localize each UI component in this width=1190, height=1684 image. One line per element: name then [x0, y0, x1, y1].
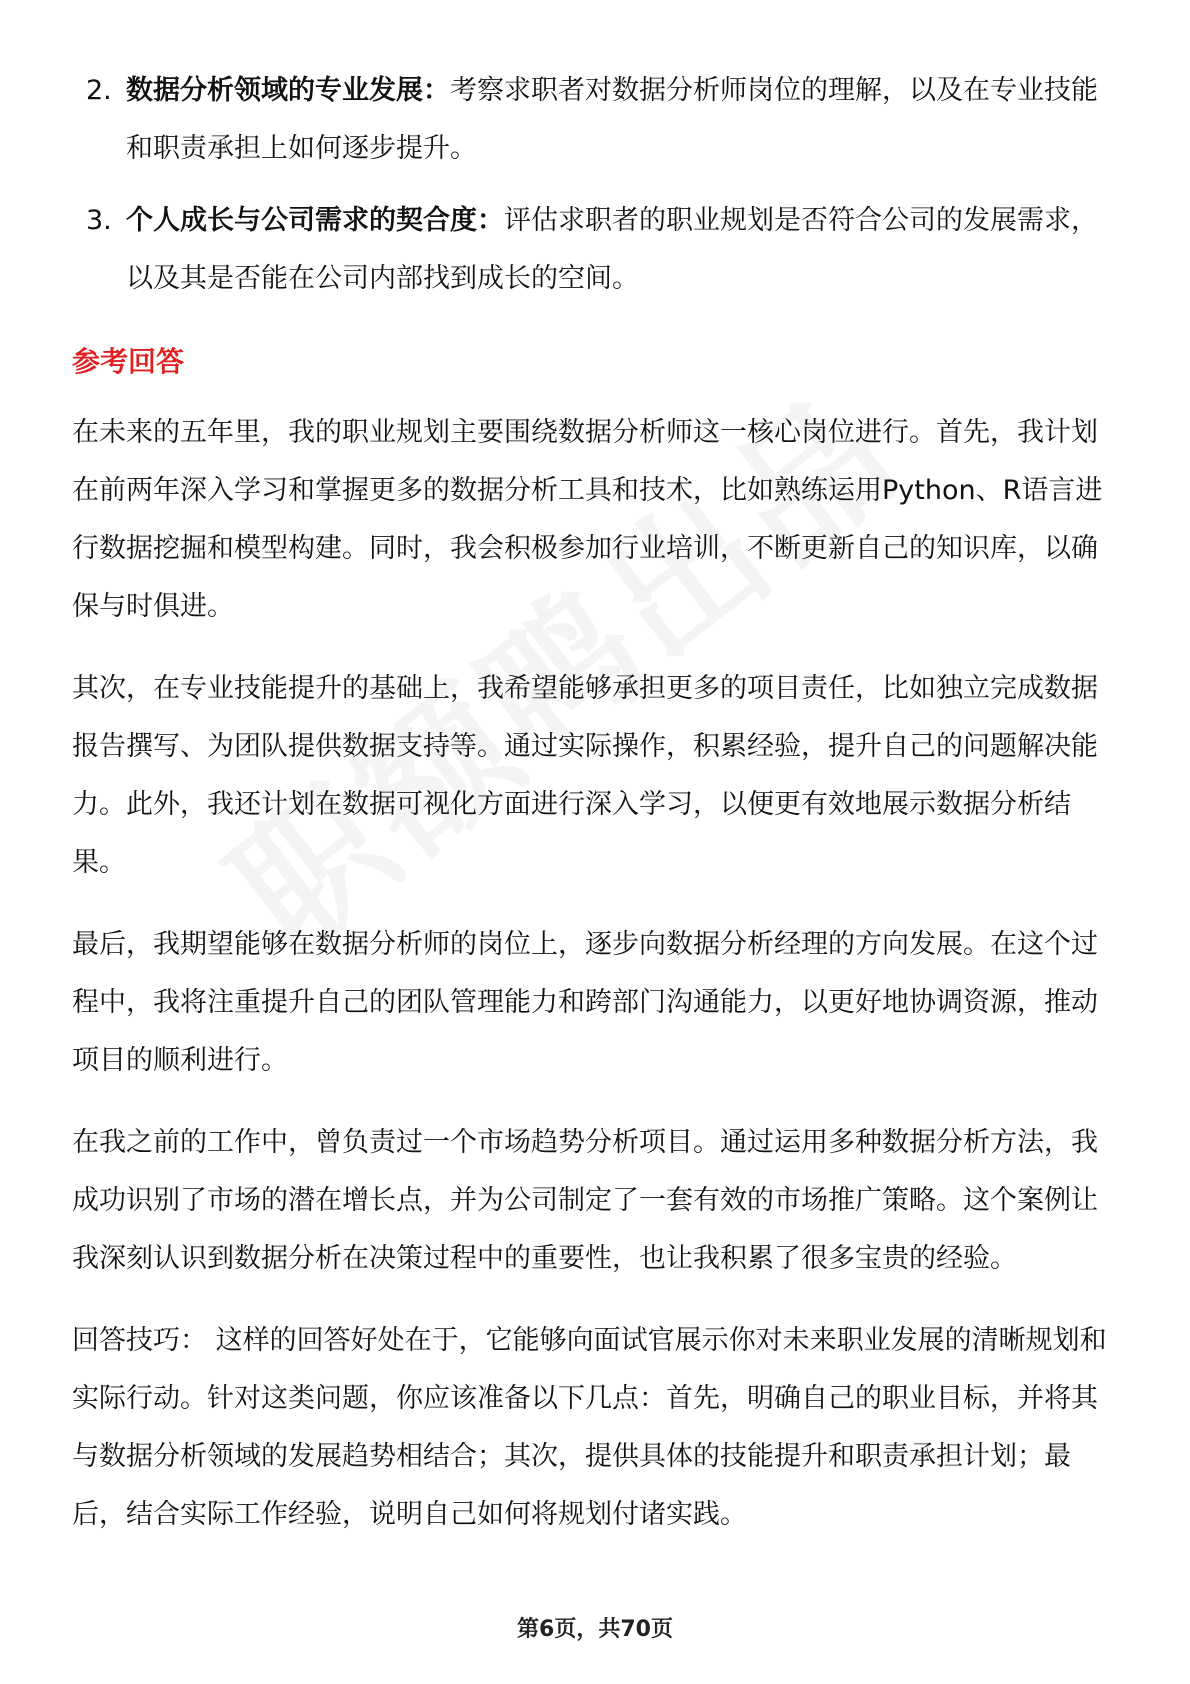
section-heading: 参考回答 — [72, 345, 185, 378]
list-number: 3. — [86, 205, 112, 236]
page-footer: 第6页，共70页 — [517, 1617, 673, 1642]
list-item — [72, 192, 1122, 308]
answer-paragraph: 在我之前的工作中，曾负责过一个市场趋势分析项目。通过运用多种数据分析方法，我成功识别了市场的潜在增长点，并为公司制定了一套有效的市场推广策略。这个案例让我深刻认识到数据分析在决策过程中的重要性，也让我积累了很多宝贵的经验。 — [72, 1127, 1098, 1274]
answer-paragraph: 在未来的五年里，我的职业规划主要围绕数据分析师这一核心岗位进行。首先，我计划在前两年深入学习和掌握更多的数据分析工具和技术，比如熟练运用Python、R语言进行数据挖掘和模型构建。同时，我会积极参加行业培训，不断更新自己的知识库，以确保与时俱进。 — [72, 417, 1103, 622]
list-label: 个人成长与公司需求的契合度： — [126, 205, 504, 236]
list-label: 数据分析领域的专业发展： — [126, 75, 450, 106]
answer-paragraph: 最后，我期望能够在数据分析师的岗位上，逐步向数据分析经理的方向发展。在这个过程中，我将注重提升自己的团队管理能力和跨部门沟通能力，以更好地协调资源，推动项目的顺利进行。 — [72, 929, 1098, 1076]
list-text: 评估求职者的职业规划是否符合公司的发展需求，以及其是否能在公司内部找到成长的空间。 — [126, 205, 1098, 294]
answer-paragraph: 其次，在专业技能提升的基础上，我希望能够承担更多的项目责任，比如独立完成数据报告撰写、为团队提供数据支持等。通过实际操作，积累经验，提升自己的问题解决能力。此外，我还计划在数据可视化方面进行深入学习，以便更有效地展示数据分析结果。 — [72, 673, 1098, 878]
list-number: 2. — [86, 75, 112, 106]
list-item — [72, 62, 1122, 178]
page-content — [72, 62, 1122, 1544]
tips-paragraph: 回答技巧： 这样的回答好处在于，它能够向面试官展示你对未来职业发展的清晰规划和实际行动。针对这类问题，你应该准备以下几点：首先，明确自己的职业目标，并将其与数据分析领域的发展趋势相结合；其次，提供具体的技能提升和职责承担计划；最后，结合实际工作经验，说明自己如何将规划付诸实践。 — [72, 1325, 1107, 1530]
list-text: 考察求职者对数据分析师岗位的理解，以及在专业技能和职责承担上如何逐步提升。 — [126, 75, 1098, 164]
